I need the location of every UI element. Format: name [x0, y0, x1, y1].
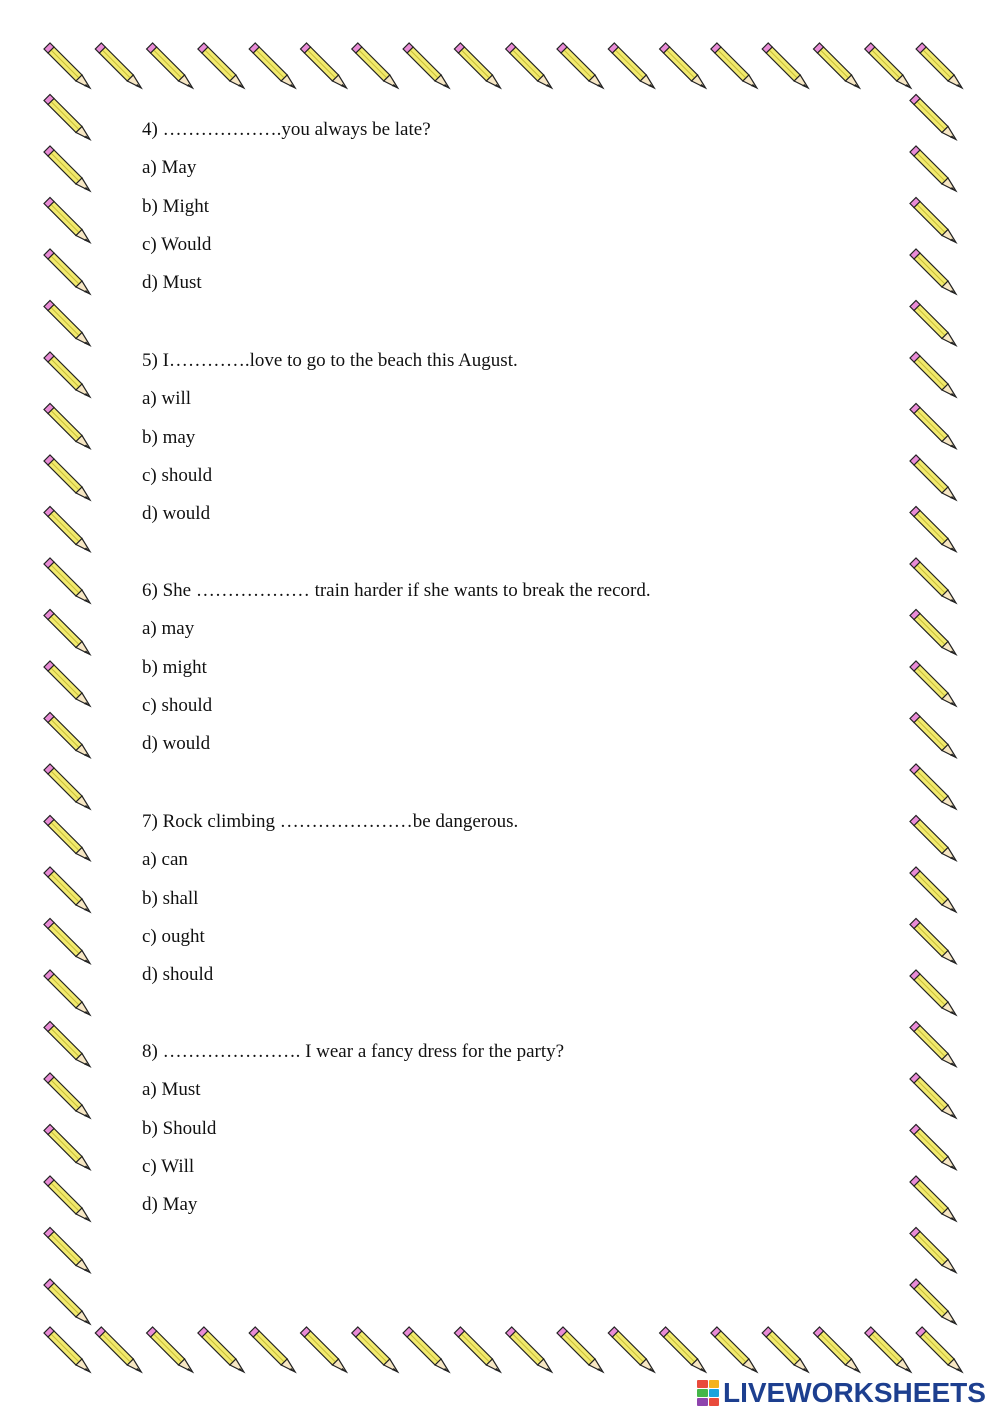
pencil-icon — [910, 198, 956, 243]
pencil-icon — [454, 1327, 500, 1372]
question-5-option-b[interactable]: b) may — [142, 427, 196, 448]
question-7-option-c[interactable]: c) ought — [142, 926, 205, 947]
logo-text: LIVEWORKSHEETS — [723, 1377, 986, 1408]
pencil-icon — [44, 558, 90, 603]
pencil-icon — [44, 43, 90, 88]
pencil-icon — [814, 1327, 860, 1372]
question-4-stem: 4) ……………….you always be late? — [142, 119, 431, 140]
question-6-option-c[interactable]: c) should — [142, 695, 213, 716]
pencil-icon — [44, 1228, 90, 1273]
pencil-icon — [249, 43, 295, 88]
pencil-icon — [910, 455, 956, 500]
pencil-icon — [910, 1279, 956, 1324]
pencil-icon — [44, 301, 90, 346]
pencil-icon — [910, 713, 956, 758]
pencil-icon — [506, 43, 552, 88]
question-7-option-b[interactable]: b) shall — [142, 888, 199, 909]
pencil-icon — [910, 919, 956, 964]
question-4-option-a[interactable]: a) May — [142, 157, 197, 178]
pencil-icon — [352, 1327, 398, 1372]
question-8-option-c[interactable]: c) Will — [142, 1156, 195, 1177]
pencil-icon — [403, 43, 449, 88]
question-7-option-a[interactable]: a) can — [142, 849, 188, 870]
question-4-option-d[interactable]: d) Must — [142, 272, 202, 293]
pencil-icon — [44, 610, 90, 655]
pencil-icon — [910, 610, 956, 655]
question-8-option-b[interactable]: b) Should — [142, 1118, 217, 1139]
pencil-icon — [198, 1327, 244, 1372]
pencil-icon — [44, 404, 90, 449]
pencil-icon — [506, 1327, 552, 1372]
pencil-icon — [660, 1327, 706, 1372]
pencil-icon — [147, 1327, 193, 1372]
pencil-icon — [44, 1279, 90, 1324]
pencil-icon — [711, 1327, 757, 1372]
pencil-icon — [44, 816, 90, 861]
pencil-icon — [44, 764, 90, 809]
pencil-icon — [865, 1327, 911, 1372]
pencil-icon — [454, 43, 500, 88]
pencil-icon — [865, 43, 911, 88]
pencil-icon — [910, 1073, 956, 1118]
pencil-icon — [910, 764, 956, 809]
pencil-icon — [44, 919, 90, 964]
pencil-icon — [910, 1022, 956, 1067]
pencil-icon — [44, 1125, 90, 1170]
pencil-icon — [95, 43, 141, 88]
pencil-icon — [910, 1176, 956, 1221]
question-7-option-d[interactable]: d) should — [142, 964, 214, 985]
question-6-option-d[interactable]: d) would — [142, 733, 211, 754]
pencil-icon — [301, 1327, 347, 1372]
question-5-option-d[interactable]: d) would — [142, 503, 211, 524]
question-6-option-a[interactable]: a) may — [142, 618, 195, 639]
question-4-option-b[interactable]: b) Might — [142, 196, 210, 217]
pencil-icon — [910, 1125, 956, 1170]
question-8-option-d[interactable]: d) May — [142, 1194, 198, 1215]
pencil-icon — [910, 507, 956, 552]
pencil-icon — [95, 1327, 141, 1372]
pencil-icon — [910, 404, 956, 449]
pencil-icon — [711, 43, 757, 88]
logo-blocks-icon — [697, 1380, 719, 1406]
pencil-icon — [44, 1022, 90, 1067]
pencil-icon — [910, 970, 956, 1015]
pencil-icon — [44, 1176, 90, 1221]
pencil-icon — [249, 1327, 295, 1372]
liveworksheets-logo — [697, 1376, 986, 1410]
pencil-icon — [147, 43, 193, 88]
pencil-icon — [910, 352, 956, 397]
pencil-icon — [301, 43, 347, 88]
pencil-icon — [910, 661, 956, 706]
pencil-icon — [44, 146, 90, 191]
pencil-icon — [910, 249, 956, 294]
pencil-icon — [608, 1327, 654, 1372]
pencil-icon — [44, 713, 90, 758]
pencil-icon — [44, 507, 90, 552]
question-5-stem: 5) I………….love to go to the beach this August. — [142, 350, 518, 371]
question-6-option-b[interactable]: b) might — [142, 657, 207, 678]
question-5-option-c[interactable]: c) should — [142, 465, 213, 486]
pencil-icon — [910, 558, 956, 603]
question-8-option-a[interactable]: a) Must — [142, 1079, 201, 1100]
question-7-stem: 7) Rock climbing …………………be dangerous. — [142, 811, 519, 832]
pencil-icon — [608, 43, 654, 88]
pencil-icon — [44, 198, 90, 243]
pencil-icon — [44, 455, 90, 500]
pencil-icon — [910, 95, 956, 140]
pencil-icon — [44, 95, 90, 140]
question-8-stem: 8) …………………. I wear a fancy dress for the party? — [142, 1041, 565, 1062]
pencil-icon — [910, 816, 956, 861]
pencil-icon — [44, 867, 90, 912]
pencil-icon — [44, 661, 90, 706]
question-4-option-c[interactable]: c) Would — [142, 234, 212, 255]
pencil-icon — [557, 1327, 603, 1372]
pencil-icon — [916, 1327, 962, 1372]
pencil-icon — [910, 1228, 956, 1273]
pencil-icon — [910, 301, 956, 346]
pencil-icon — [762, 1327, 808, 1372]
pencil-icon — [198, 43, 244, 88]
pencil-icon — [910, 867, 956, 912]
pencil-icon — [403, 1327, 449, 1372]
pencil-icon — [44, 249, 90, 294]
pencil-icon — [762, 43, 808, 88]
pencil-icon — [557, 43, 603, 88]
pencil-icon — [916, 43, 962, 88]
pencil-icon — [910, 146, 956, 191]
pencil-icon — [44, 970, 90, 1015]
pencil-icon — [44, 1073, 90, 1118]
pencil-icon — [814, 43, 860, 88]
question-6-stem: 6) She ……………… train harder if she wants to break the record. — [142, 580, 651, 601]
question-5-option-a[interactable]: a) will — [142, 388, 192, 409]
pencil-icon — [44, 1327, 90, 1372]
pencil-icon — [660, 43, 706, 88]
pencil-icon — [352, 43, 398, 88]
pencil-icon — [44, 352, 90, 397]
